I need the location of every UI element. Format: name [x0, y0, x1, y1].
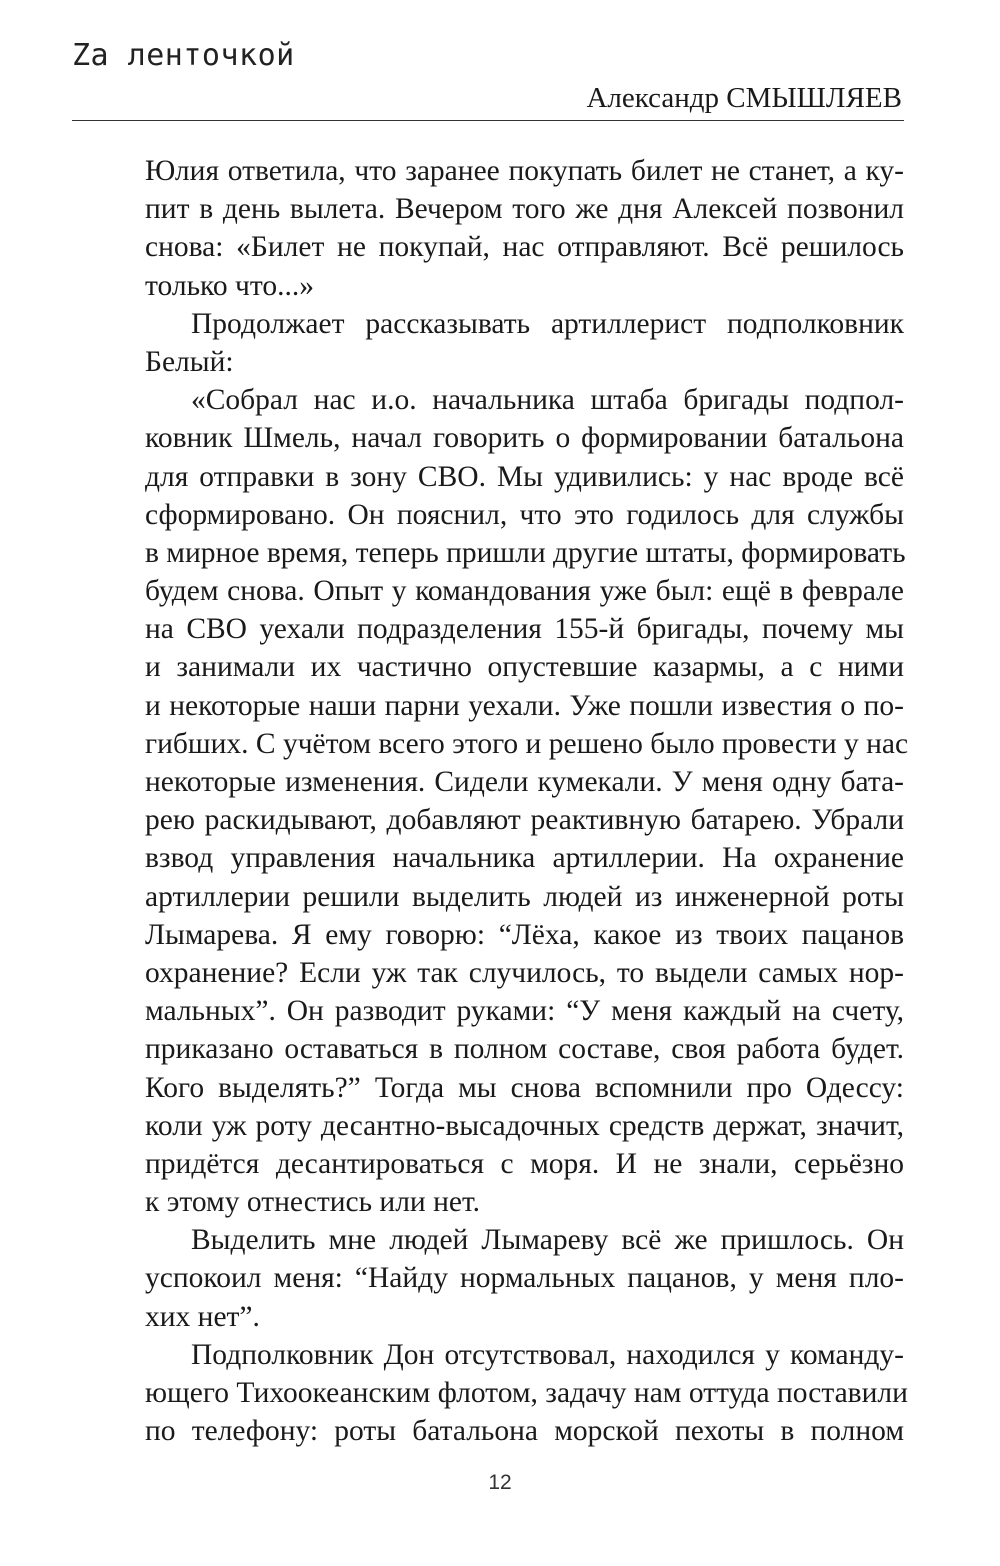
header-divider [72, 120, 904, 121]
text-line: на СВО уехали подразделения 155-й бригады, почему мы [145, 613, 904, 646]
text-line: Кого выделять?” Тогда мы снова вспомнили про Одессу: [145, 1071, 904, 1104]
text-line: Подполковник Дон отсутствовал, находился у команду- [191, 1338, 904, 1371]
text-line: хих нет”. [145, 1300, 260, 1333]
text-line: Лымарева. Я ему говорю: “Лёха, какое из твоих пацанов [145, 918, 904, 951]
text-line: гибших. С учётом всего этого и решено было провести у нас [145, 727, 909, 760]
text-line: некоторые изменения. Сидели кумекали. У меня одну бата- [145, 766, 904, 798]
text-line: снова: «Билет не покупай, нас отправляют. Всё решилось [145, 231, 904, 264]
text-line: мальных”. Он разводит руками: “У меня каждый на счету, [145, 995, 904, 1028]
text-line: Юлия ответила, что заранее покупать билет не станет, а ку- [145, 155, 904, 187]
text-line: сформировано. Он пояснил, что это годилось для службы [145, 498, 904, 531]
text-line: приказано оставаться в полном составе, своя работа будет. [145, 1033, 904, 1066]
text-line: для отправки в зону СВО. Мы удивились: у нас вроде всё [145, 460, 904, 493]
text-line: ковник Шмель, начал говорить о формировании батальона [145, 422, 904, 455]
body-text [145, 152, 909, 1450]
text-line: коли уж роту десантно-высадочных средств держат, значит, [145, 1109, 904, 1142]
text-line: и занимали их частично опустевшие казармы, а с ними [145, 651, 904, 684]
text-line: и некоторые наши парни уехали. Уже пошли известия о по- [145, 689, 904, 722]
text-line: Продолжает рассказывать артиллерист подполковник [191, 307, 904, 340]
text-line: охранение? Если уж так случилось, то выдели самых нор- [145, 956, 904, 989]
text-line: придётся десантироваться с моря. И не знали, серьёзно [145, 1147, 904, 1180]
text-line: Белый: [145, 345, 234, 378]
text-line: «Собрал нас и.о. начальника штаба бригады подпол- [191, 384, 904, 417]
text-line: успокоил меня: “Найду нормальных пацанов, у меня пло- [145, 1262, 904, 1295]
text-line: пит в день вылета. Вечером того же дня Алексей позвонил [145, 193, 904, 226]
text-line: Выделить мне людей Лымареву всё же пришлось. Он [191, 1224, 904, 1257]
author-name: Александр СМЫШЛЯЕВ [586, 82, 902, 114]
running-header [72, 38, 904, 128]
text-line: артиллерии решили выделить людей из инженерной роты [145, 880, 904, 913]
text-line: по телефону: роты батальона морской пехоты в полном [145, 1415, 904, 1448]
text-line: ющего Тихоокеанским флотом, задачу нам оттуда поставили [145, 1377, 908, 1409]
series-title: Zа ленточкой [72, 38, 295, 73]
text-line: в мирное время, теперь пришли другие штаты, формировать [145, 536, 906, 569]
text-line: к этому отнестись или нет. [145, 1186, 481, 1219]
text-line: взвод управления начальника артиллерии. На охранение [145, 842, 904, 875]
text-line: будем снова. Опыт у командования уже был: ещё в феврале [145, 575, 904, 608]
page-number: 12 [488, 1471, 512, 1494]
text-line: только что...» [145, 269, 314, 302]
text-line: рею раскидывают, добавляют реактивную батарею. Убрали [145, 804, 904, 837]
